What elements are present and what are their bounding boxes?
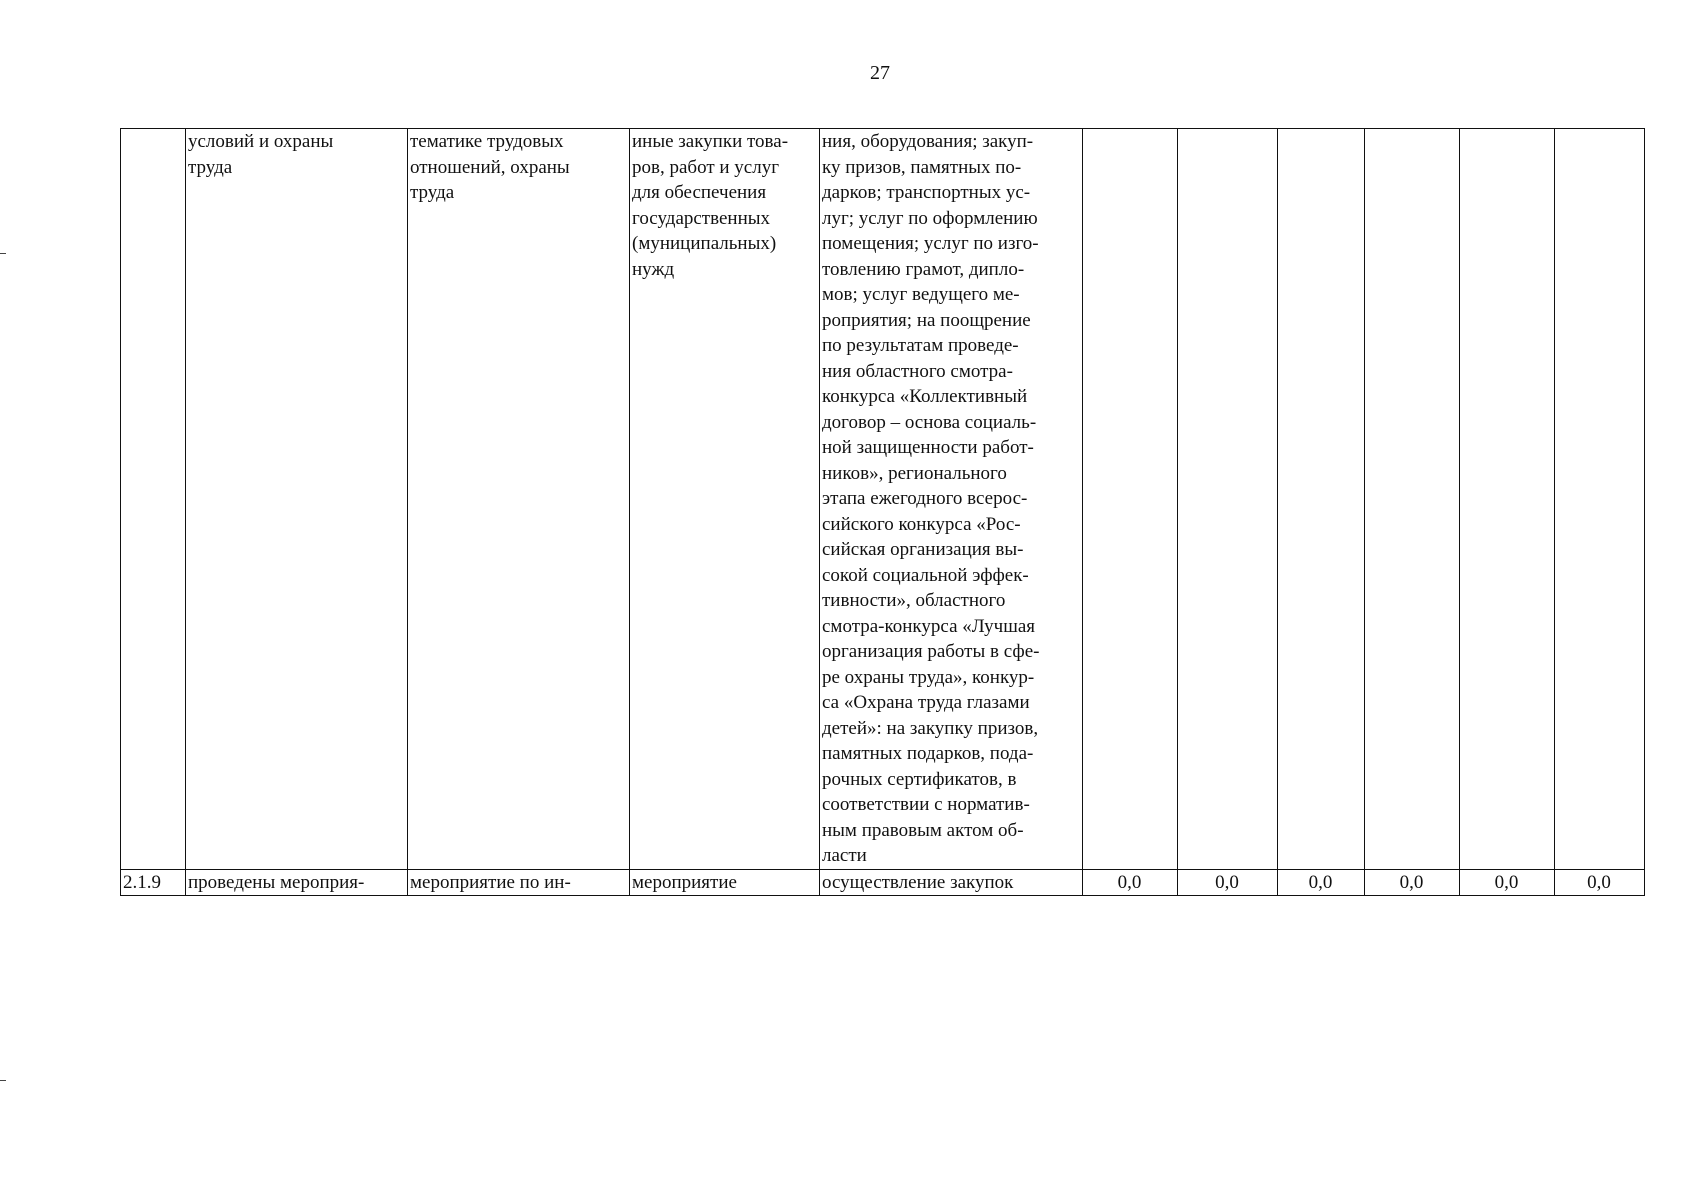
cell-value-5: 0,0 bbox=[1460, 869, 1555, 896]
cell-event-type: тематике трудовых отношений, охраны труда bbox=[408, 129, 630, 870]
cell-expense-type: иные закупки това- ров, работ и услуг для обеспечения государственных (муниципальных) нужд bbox=[630, 129, 820, 870]
cell-value-5 bbox=[1460, 129, 1555, 870]
cell-value-4 bbox=[1365, 129, 1460, 870]
cell-value-3: 0,0 bbox=[1278, 869, 1365, 896]
cell-value-2: 0,0 bbox=[1178, 869, 1278, 896]
cell-value-2 bbox=[1178, 129, 1278, 870]
cell-value-3 bbox=[1278, 129, 1365, 870]
margin-mark bbox=[0, 1080, 6, 1081]
cell-goal: проведены мероприя- bbox=[186, 869, 408, 896]
cell-description: ния, оборудования; закуп- ку призов, памятных по- дарков; транспортных ус- луг; услуг по оформлению помещения; услуг по изго- товлению грамот, дипло- мов; услуг ведущего ме- роприятия; на поощрение по результатам проведе- ния областного смотра- конкурса «Коллективный договор – основа социаль- ной защищенности работ- ников», регионального этапа ежегодного всерос- сийского конкурса «Рос- сийская организация вы- сокой социальной эффек- тивности», областного смотра-конкурса «Лучшая организация работы в сфе- ре охраны труда», конкур- са «Охрана труда глазами детей»: на закупку призов, памятных подарков, пода- рочных сертификатов, в соответствии с норматив- ным правовым актом об- ласти bbox=[820, 129, 1083, 870]
cell-code bbox=[121, 129, 186, 870]
budget-table bbox=[120, 128, 1645, 896]
cell-expense-type: мероприятие bbox=[630, 869, 820, 896]
cell-value-4: 0,0 bbox=[1365, 869, 1460, 896]
cell-value-6: 0,0 bbox=[1555, 869, 1645, 896]
cell-value-6 bbox=[1555, 129, 1645, 870]
cell-event-type: мероприятие по ин- bbox=[408, 869, 630, 896]
table-row-continued bbox=[121, 129, 1645, 870]
cell-goal: условий и охраны труда bbox=[186, 129, 408, 870]
cell-description: осуществление закупок bbox=[820, 869, 1083, 896]
margin-mark bbox=[0, 253, 6, 254]
cell-code: 2.1.9 bbox=[121, 869, 186, 896]
cell-value-1 bbox=[1083, 129, 1178, 870]
table-row-2-1-9 bbox=[121, 869, 1645, 896]
page-number: 27 bbox=[870, 62, 890, 84]
cell-value-1: 0,0 bbox=[1083, 869, 1178, 896]
